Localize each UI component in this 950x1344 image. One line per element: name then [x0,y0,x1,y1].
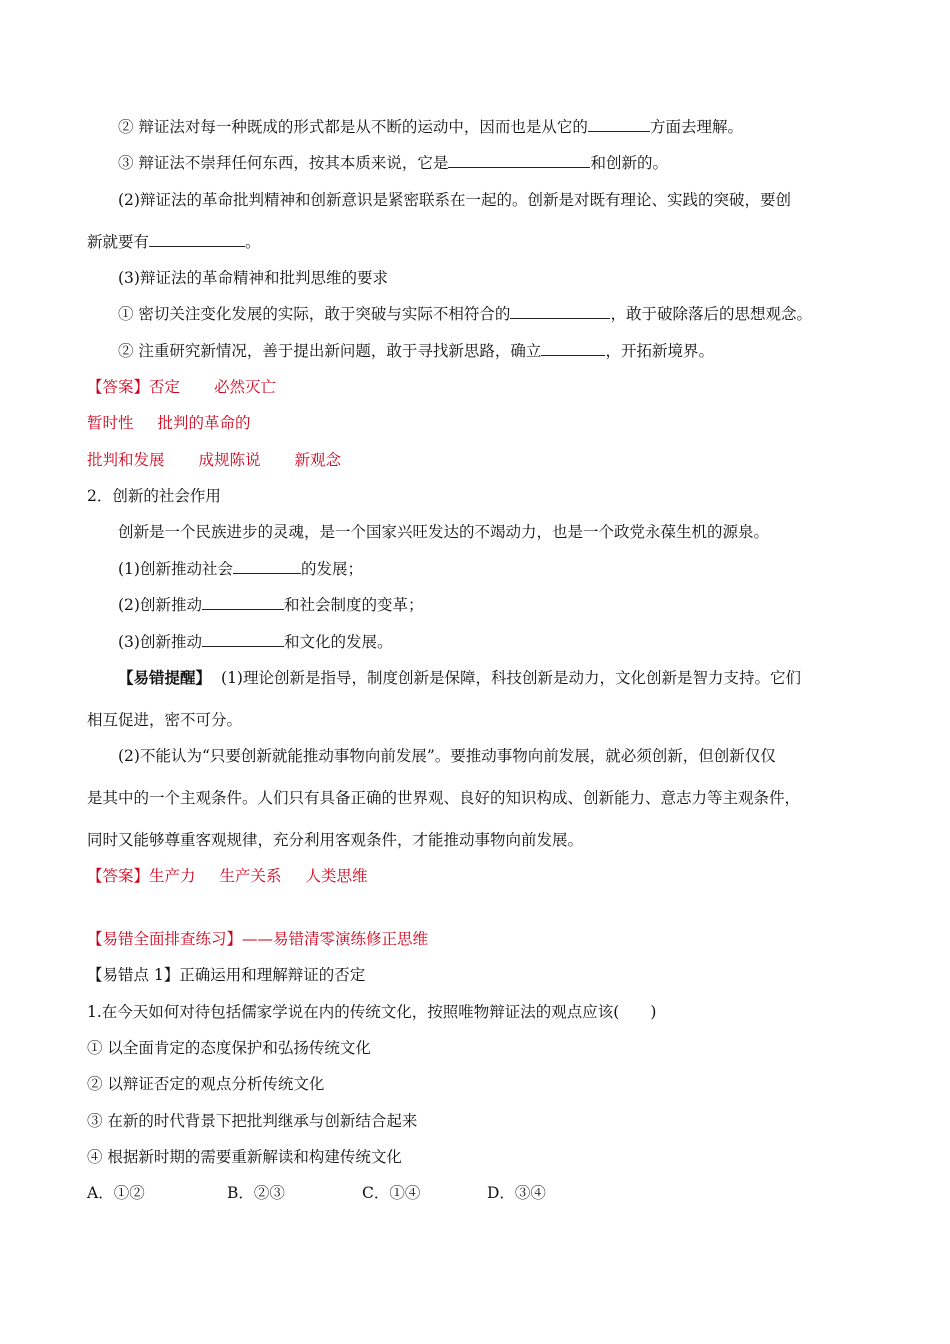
text-line [118,117,743,137]
text-line: 创新是一个民族进步的灵魂，是一个国家兴旺发达的不竭动力，也是一个政党永葆生机的源泉。 [118,523,770,541]
answer-item: 批判和发展 [87,451,165,469]
tip-label: 【易错提醒】 [118,668,212,687]
answer-line [87,377,276,397]
answer-line [87,413,251,433]
line-text: (2)创新推动 [118,596,202,614]
text-line [87,232,261,252]
answer-item: 生产力 [149,867,196,885]
text-line [118,559,363,579]
line-text: 和社会制度的变革； [283,596,424,614]
text-line [118,304,812,324]
text-line: 同时又能够尊重客观规律，充分利用客观条件，才能推动事物向前发展。 [87,831,584,849]
text-line: (3)辩证法的革命精神和批判思维的要求 [118,269,388,287]
line-text: ① 密切关注变化发展的实际，敢于突破与实际不相符合的 [118,305,511,323]
line-text: (3)创新推动 [118,633,202,651]
text-line: 是其中的一个主观条件。人们只有具备正确的世界观、良好的知识构成、创新能力、意志力等主观条件， [87,789,801,807]
choice-a: A．①② [87,1184,145,1202]
text-line: (2)辩证法的革命批判精神和创新意识是紧密联系在一起的。创新是对既有理论、实践的突破，要创 [118,191,791,209]
point-label: 【易错点 1】 [87,966,180,984]
question-stem: 1.在今天如何对待包括儒家学说在内的传统文化，按照唯物辩证法的观点应该( ) [87,1003,657,1021]
text-line: (2)不能认为“只要创新就能推动事物向前发展”。要推动事物向前发展，就必须创新，但创新仅仅 [118,747,776,765]
line-text: (1)创新推动社会 [118,560,233,578]
answer-item: 人类思维 [305,867,368,885]
line-text: 的发展； [300,560,363,578]
answer-item: 批判的革命的 [157,414,251,432]
fill-blank [510,304,610,319]
fill-blank [541,341,605,356]
line-text: 和文化的发展。 [283,633,393,651]
answer-item: 新观念 [294,451,342,469]
text-line [87,965,365,985]
line-text: (1)理论创新是指导，制度创新是保障，科技创新是动力，文化创新是智力支持。它们 [221,669,801,687]
line-text: ，开拓新境界。 [605,342,714,360]
answer-label: 【答案】 [87,867,150,885]
practice-heading: 【易错全面排查练习】——易错清零演练修正思维 [87,930,429,948]
answer-line [87,450,341,470]
answer-line [87,866,368,886]
section-heading: 2．创新的社会作用 [87,487,221,505]
fill-blank [202,595,284,610]
line-text: 正确运用和理解辩证的否定 [179,966,366,984]
question-option: ③ 在新的时代背景下把批判继承与创新结合起来 [87,1112,418,1130]
text-line [118,153,668,173]
question-option: ④ 根据新时期的需要重新解读和构建传统文化 [87,1148,402,1166]
line-text: ② 辩证法对每一种既成的形式都是从不断的运动中，因而也是从它的 [118,118,588,136]
text-line [118,632,392,652]
line-text: ② 注重研究新情况，善于提出新问题，敢于寻找新思路，确立 [118,342,542,360]
text-line [118,341,714,361]
text-line [118,595,423,615]
answer-item: 成规陈说 [198,451,261,469]
fill-blank [149,232,245,247]
text-line: 相互促进，密不可分。 [87,711,243,729]
answer-item: 必然灭亡 [214,378,277,396]
fill-blank [588,117,650,132]
answer-item: 生产关系 [219,867,282,885]
line-text: ③ 辩证法不崇拜任何东西，按其本质来说，它是 [118,154,449,172]
line-text: 和创新的。 [590,154,668,172]
text-line [118,668,801,688]
answer-label: 【答案】 [87,378,150,396]
answer-item: 否定 [149,378,181,396]
line-text: 方面去理解。 [649,118,743,136]
question-option: ① 以全面肯定的态度保护和弘扬传统文化 [87,1039,371,1057]
choice-d: D．③④ [487,1184,546,1202]
answer-item: 暂时性 [87,414,134,432]
choice-c: C．①④ [362,1184,421,1202]
line-text: 新就要有 [87,233,150,251]
line-text: 。 [245,233,261,251]
fill-blank [448,153,590,168]
question-option: ② 以辩证否定的观点分析传统文化 [87,1075,325,1093]
fill-blank [202,632,284,647]
fill-blank [233,559,301,574]
line-text: ，敢于破除落后的思想观念。 [610,305,812,323]
choice-b: B．②③ [227,1184,285,1202]
